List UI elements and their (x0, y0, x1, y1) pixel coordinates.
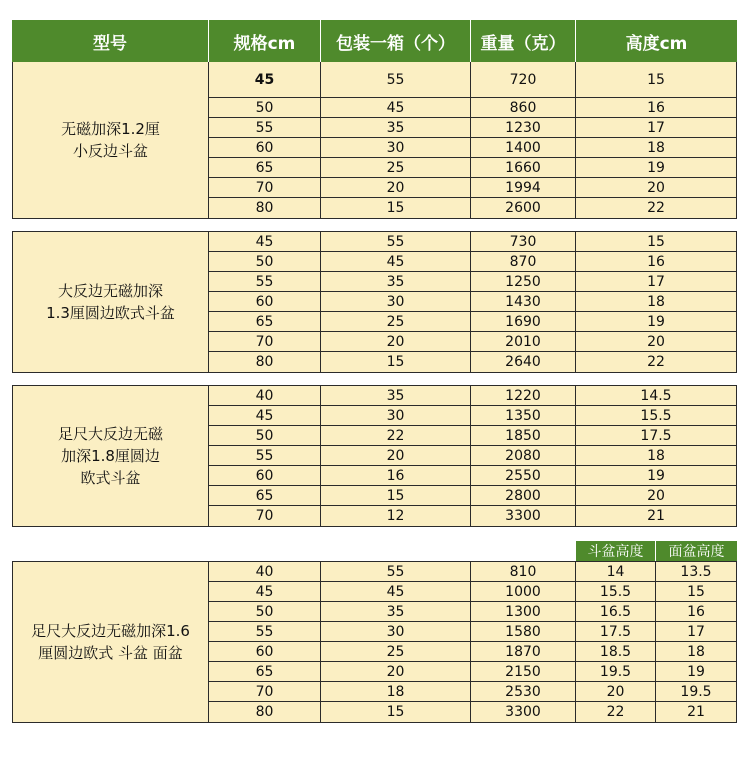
spec-cell: 60 (209, 292, 321, 311)
spec-cell: 45 (209, 406, 321, 425)
product-group (12, 231, 737, 373)
spec-cell: 40 (209, 386, 321, 405)
spec-cell: 50 (209, 602, 321, 621)
pack-cell: 15 (321, 702, 471, 722)
spec-cell: 80 (209, 702, 321, 722)
height-cell: 20 (647, 333, 665, 350)
pack-cell: 30 (321, 406, 471, 425)
pack-cell: 35 (321, 602, 471, 621)
table-row (209, 642, 736, 662)
height-cell: 17 (647, 273, 665, 290)
table-row (209, 702, 736, 722)
weight-cell: 2640 (471, 352, 576, 372)
spec-cell: 40 (209, 562, 321, 581)
bowl-height-cell: 22 (576, 702, 656, 722)
sub-header-spacer (12, 541, 576, 561)
bowl-height-cell: 14 (576, 562, 656, 581)
table-row (209, 582, 736, 602)
pack-cell: 25 (321, 312, 471, 331)
weight-cell: 1000 (471, 582, 576, 601)
spec-cell: 70 (209, 332, 321, 351)
height-cell: 17.5 (640, 427, 672, 444)
weight-cell: 2800 (471, 486, 576, 505)
product-group (12, 385, 737, 527)
spec-cell: 55 (209, 118, 321, 137)
table-row (209, 486, 736, 506)
spec-cell: 55 (209, 446, 321, 465)
pack-cell: 45 (321, 582, 471, 601)
spec-cell: 50 (209, 98, 321, 117)
face-height-cell: 18 (687, 643, 705, 660)
spec-cell: 45 (209, 62, 321, 97)
pack-cell: 20 (321, 178, 471, 197)
table-row (209, 466, 736, 486)
pack-cell: 55 (321, 232, 471, 251)
pack-cell: 15 (321, 486, 471, 505)
bowl-height-cell: 15.5 (576, 582, 656, 601)
weight-cell: 860 (471, 98, 576, 117)
weight-cell: 1230 (471, 118, 576, 137)
spec-cell: 60 (209, 466, 321, 485)
height-cell: 20 (647, 179, 665, 196)
model-name: 无磁加深1.2厘 小反边斗盆 (13, 62, 209, 218)
pack-cell: 20 (321, 662, 471, 681)
group-gap (12, 527, 737, 541)
spec-cell: 50 (209, 426, 321, 445)
model-name: 大反边无磁加深 1.3厘圆边欧式斗盆 (13, 232, 209, 372)
table-row (209, 138, 736, 158)
product-group (12, 62, 737, 219)
table-row (209, 682, 736, 702)
spec-cell: 70 (209, 178, 321, 197)
height-cell: 18 (647, 139, 665, 156)
table-row (209, 602, 736, 622)
pack-cell: 35 (321, 386, 471, 405)
pack-cell: 45 (321, 98, 471, 117)
height-cell: 14.5 (640, 387, 672, 404)
spec-cell: 45 (209, 582, 321, 601)
table-row (209, 352, 736, 372)
pack-cell: 30 (321, 622, 471, 641)
table-row (209, 272, 736, 292)
weight-cell: 2550 (471, 466, 576, 485)
face-height-cell: 15 (687, 583, 705, 600)
height-cell: 15 (647, 233, 665, 250)
weight-cell: 1580 (471, 622, 576, 641)
pack-cell: 12 (321, 506, 471, 526)
pack-cell: 20 (321, 446, 471, 465)
table-row (209, 332, 736, 352)
spec-cell: 55 (209, 622, 321, 641)
face-height-cell: 17 (687, 623, 705, 640)
pack-cell: 30 (321, 292, 471, 311)
model-name: 足尺大反边无磁加深1.6 厘圆边欧式 斗盆 面盆 (13, 562, 209, 722)
weight-cell: 1250 (471, 272, 576, 291)
face-height-cell: 21 (687, 704, 705, 720)
table-row (209, 198, 736, 218)
weight-cell: 2530 (471, 682, 576, 701)
pack-cell: 55 (321, 562, 471, 581)
height-cell: 15 (647, 71, 665, 88)
height-cell: 22 (647, 354, 665, 370)
pack-cell: 25 (321, 642, 471, 661)
height-cell: 22 (647, 200, 665, 216)
header-height: 高度cm (625, 33, 688, 54)
height-cell: 20 (647, 487, 665, 504)
header-bowl-height: 斗盆高度 (576, 541, 656, 561)
face-height-cell: 13.5 (680, 563, 712, 580)
table-row (209, 118, 736, 138)
table-row (209, 98, 736, 118)
table-row (209, 562, 736, 582)
height-cell: 18 (647, 293, 665, 310)
height-cell: 16 (647, 99, 665, 116)
weight-cell: 2150 (471, 662, 576, 681)
height-cell: 19 (647, 467, 665, 484)
spec-table (12, 20, 737, 723)
table-row (209, 622, 736, 642)
table-row (209, 312, 736, 332)
header-spec: 规格cm (209, 20, 321, 62)
bowl-height-cell: 18.5 (576, 642, 656, 661)
table-row (209, 292, 736, 312)
header-model: 型号 (12, 20, 209, 62)
face-height-cell: 19.5 (680, 683, 712, 700)
spec-cell: 60 (209, 138, 321, 157)
table-row (209, 252, 736, 272)
sub-header (12, 541, 737, 561)
weight-cell: 1220 (471, 386, 576, 405)
table-row (209, 158, 736, 178)
header-face-height: 面盆高度 (656, 541, 737, 561)
weight-cell: 3300 (471, 506, 576, 526)
spec-cell: 80 (209, 198, 321, 218)
weight-cell: 1994 (471, 178, 576, 197)
table-row (209, 232, 736, 252)
height-cell: 17 (647, 119, 665, 136)
weight-cell: 810 (471, 562, 576, 581)
weight-cell: 2010 (471, 332, 576, 351)
table-row (209, 662, 736, 682)
weight-cell: 720 (471, 62, 576, 97)
height-cell: 16 (647, 253, 665, 270)
header-weight: 重量（克） (471, 20, 576, 62)
weight-cell: 1690 (471, 312, 576, 331)
table-row (209, 178, 736, 198)
spec-cell: 80 (209, 352, 321, 372)
spec-cell: 65 (209, 486, 321, 505)
weight-cell: 1400 (471, 138, 576, 157)
group-gap (12, 373, 737, 385)
weight-cell: 1870 (471, 642, 576, 661)
pack-cell: 18 (321, 682, 471, 701)
weight-cell: 2600 (471, 198, 576, 218)
pack-cell: 30 (321, 138, 471, 157)
pack-cell: 20 (321, 332, 471, 351)
spec-cell: 70 (209, 506, 321, 526)
pack-cell: 15 (321, 352, 471, 372)
weight-cell: 1300 (471, 602, 576, 621)
weight-cell: 1430 (471, 292, 576, 311)
table-row (209, 406, 736, 426)
group-gap (12, 219, 737, 231)
spec-cell: 50 (209, 252, 321, 271)
weight-cell: 1350 (471, 406, 576, 425)
table-row (209, 426, 736, 446)
table-row (209, 62, 736, 98)
table-header (12, 20, 737, 62)
spec-cell: 70 (209, 682, 321, 701)
weight-cell: 870 (471, 252, 576, 271)
height-cell: 19 (647, 313, 665, 330)
height-cell: 15.5 (640, 407, 672, 424)
pack-cell: 35 (321, 272, 471, 291)
pack-cell: 35 (321, 118, 471, 137)
header-pack: 包装一箱（个） (321, 20, 471, 62)
spec-cell: 65 (209, 662, 321, 681)
table-row (209, 506, 736, 526)
bowl-height-cell: 19.5 (576, 662, 656, 681)
bowl-height-cell: 20 (576, 682, 656, 701)
model-name: 足尺大反边无磁 加深1.8厘圆边 欧式斗盆 (13, 386, 209, 526)
height-cell: 19 (647, 159, 665, 176)
bowl-height-cell: 17.5 (576, 622, 656, 641)
height-cell: 18 (647, 447, 665, 464)
pack-cell: 15 (321, 198, 471, 218)
pack-cell: 22 (321, 426, 471, 445)
spec-cell: 65 (209, 158, 321, 177)
spec-cell: 65 (209, 312, 321, 331)
pack-cell: 45 (321, 252, 471, 271)
pack-cell: 55 (321, 62, 471, 97)
weight-cell: 3300 (471, 702, 576, 722)
product-group (12, 561, 737, 723)
pack-cell: 16 (321, 466, 471, 485)
height-cell: 21 (647, 508, 665, 524)
spec-cell: 60 (209, 642, 321, 661)
table-row (209, 386, 736, 406)
face-height-cell: 19 (687, 663, 705, 680)
weight-cell: 730 (471, 232, 576, 251)
spec-cell: 45 (209, 232, 321, 251)
weight-cell: 1660 (471, 158, 576, 177)
face-height-cell: 16 (687, 603, 705, 620)
table-row (209, 446, 736, 466)
pack-cell: 25 (321, 158, 471, 177)
weight-cell: 1850 (471, 426, 576, 445)
weight-cell: 2080 (471, 446, 576, 465)
spec-cell: 55 (209, 272, 321, 291)
bowl-height-cell: 16.5 (576, 602, 656, 621)
